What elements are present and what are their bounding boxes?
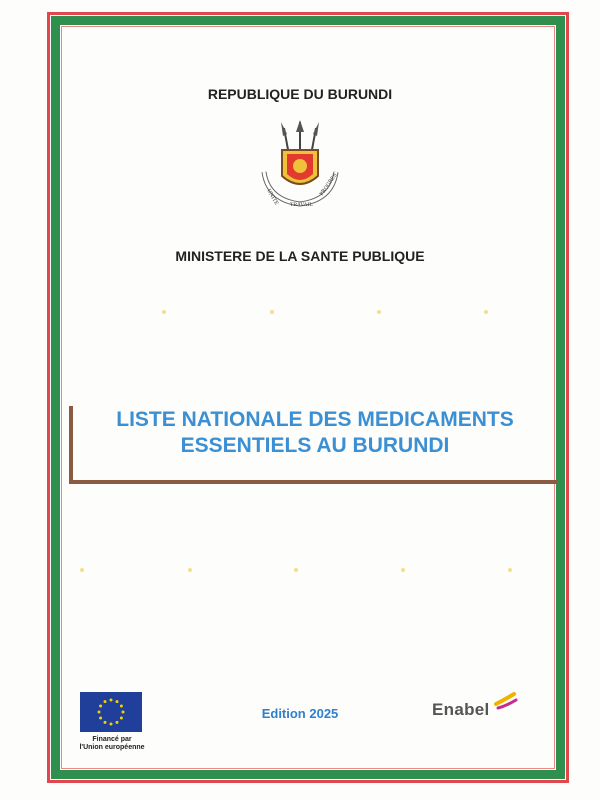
- svg-text:TRAVAIL: TRAVAIL: [290, 202, 313, 208]
- svg-text:UNITE: UNITE: [265, 188, 280, 207]
- document-title: [75, 407, 555, 459]
- enabel-logo: Enabel: [432, 700, 490, 719]
- title-line-1: LISTE NATIONALE DES MEDICAMENTS: [116, 408, 514, 431]
- eu-flag-icon: [80, 692, 142, 732]
- title-line-2: ESSENTIELS AU BURUNDI: [180, 434, 450, 457]
- ministry-heading: MINISTERE DE LA SANTE PUBLIQUE: [175, 248, 425, 264]
- country-heading: REPUBLIQUE DU BURUNDI: [207, 86, 393, 102]
- title-accent-left: [69, 406, 73, 484]
- enabel-logo-mark-icon: [494, 692, 518, 712]
- svg-text:PROGRES: PROGRES: [318, 172, 339, 198]
- decorative-dots-bottom: [0, 568, 600, 574]
- eu-funding-caption: Financé par l'Union européenne: [79, 736, 145, 751]
- decorative-dots-top: [0, 310, 600, 316]
- edition-label: Edition 2025: [261, 706, 339, 721]
- title-accent-bottom: [69, 480, 557, 484]
- coat-of-arms-icon: [254, 120, 346, 220]
